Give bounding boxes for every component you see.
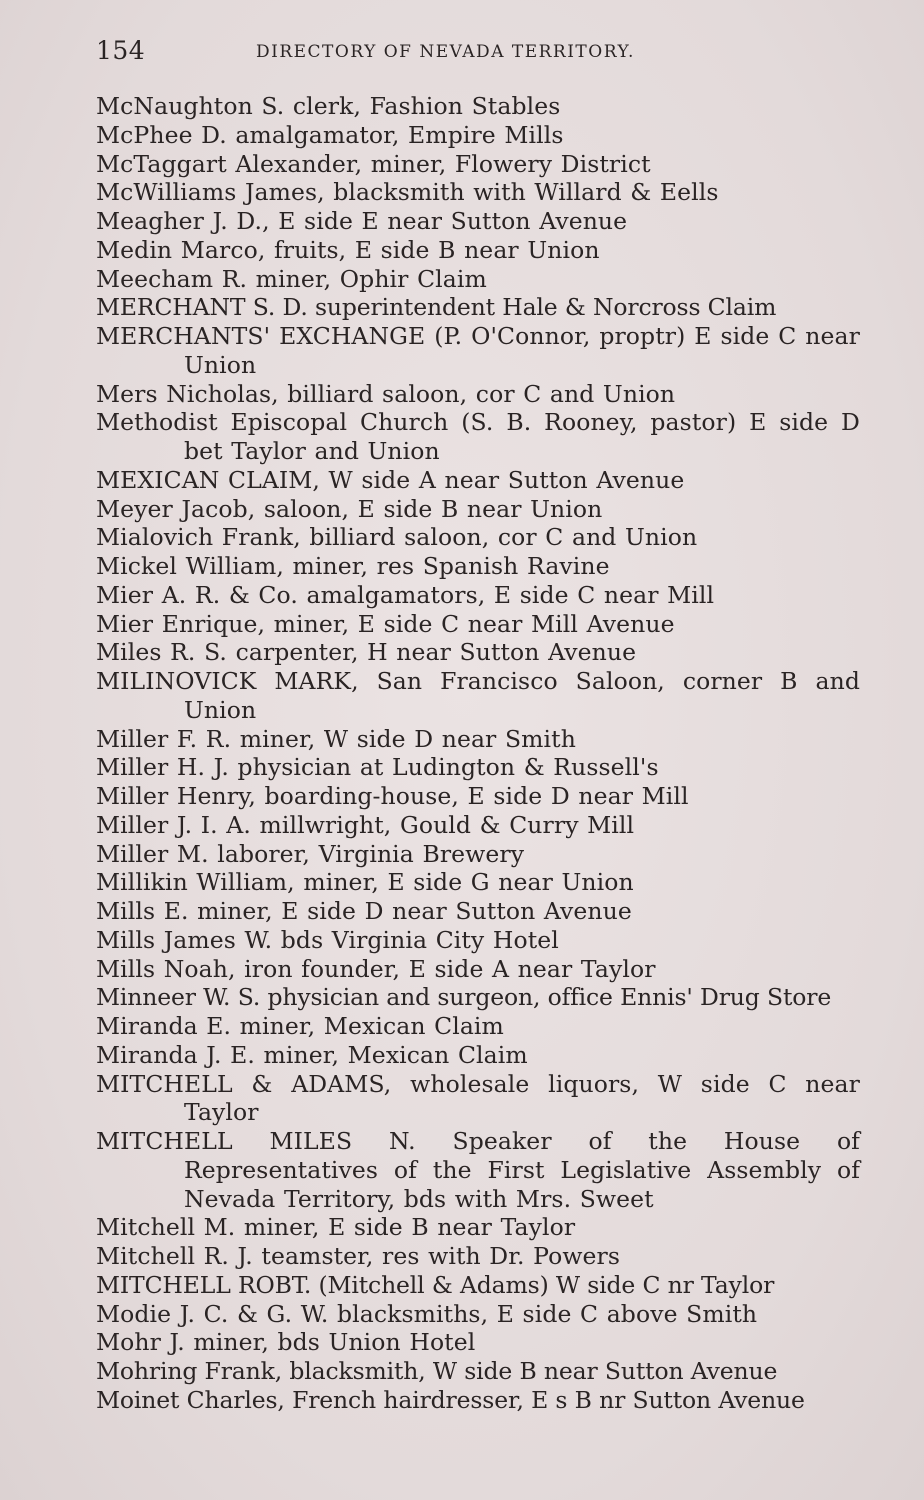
directory-entry: MERCHANT S. D. superintendent Hale & Norcross Claim xyxy=(96,293,777,322)
page-number: 154 xyxy=(96,36,146,65)
directory-entry: MITCHELL MILES N. Speaker of the House of Representatives of the First Legislative Assembly of Nevada Territory, bds with Mrs. Sweet xyxy=(96,1127,860,1213)
directory-entry: McPhee D. amalgamator, Empire Mills xyxy=(96,120,564,149)
directory-entry: Miller Henry, boarding-house, E side D near Mill xyxy=(96,782,689,810)
directory-entry: Millikin William, miner, E side G near Union xyxy=(96,868,634,897)
directory-entry: Mills E. miner, E side D near Sutton Avenue xyxy=(96,897,632,925)
directory-entry: Mers Nicholas, billiard saloon, cor C and Union xyxy=(96,379,676,408)
directory-entry: Miranda J. E. miner, Mexican Claim xyxy=(96,1040,528,1069)
directory-entry: Moinet Charles, French hairdresser, E s B nr Sutton Avenue xyxy=(96,1385,805,1414)
directory-entry: Miranda E. miner, Mexican Claim xyxy=(96,1012,504,1040)
directory-entry: McTaggart Alexander, miner, Flowery District xyxy=(96,149,651,178)
directory-entry: Meagher J. D., E side E near Sutton Avenue xyxy=(96,207,628,235)
directory-entry: Mickel William, miner, res Spanish Ravine xyxy=(96,552,610,580)
directory-entry: Mier A. R. & Co. amalgamators, E side C near Mill xyxy=(96,580,715,609)
directory-entry: MERCHANTS' EXCHANGE (P. O'Connor, proptr) E side C near Union xyxy=(96,322,860,379)
directory-entry: Methodist Episcopal Church (S. B. Rooney, pastor) E side D bet Taylor and Union xyxy=(96,408,860,465)
directory-entry: MITCHELL ROBT. (Mitchell & Adams) W side C nr Taylor xyxy=(96,1270,775,1299)
directory-entry: Mialovich Frank, billiard saloon, cor C and Union xyxy=(96,523,698,552)
directory-entry: MEXICAN CLAIM, W side A near Sutton Avenue xyxy=(96,465,685,494)
directory-entry: Miles R. S. carpenter, H near Sutton Avenue xyxy=(96,638,637,667)
directory-entry: McWilliams James, blacksmith with Willard & Eells xyxy=(96,178,719,207)
directory-entry: Miller M. laborer, Virginia Brewery xyxy=(96,839,525,868)
directory-entries xyxy=(96,92,860,1415)
directory-entry: Mohr J. miner, bds Union Hotel xyxy=(96,1328,476,1357)
directory-entry: Miller H. J. physician at Ludington & Russell's xyxy=(96,753,659,782)
directory-entry: Modie J. C. & G. W. blacksmiths, E side C above Smith xyxy=(96,1299,758,1328)
directory-entry: Mier Enrique, miner, E side C near Mill Avenue xyxy=(96,609,675,638)
directory-entry: Mills Noah, iron founder, E side A near Taylor xyxy=(96,954,656,983)
directory-entry: Mitchell R. J. teamster, res with Dr. Powers xyxy=(96,1242,621,1270)
directory-entry: MITCHELL & ADAMS, wholesale liquors, W side C near Taylor xyxy=(96,1069,860,1127)
directory-entry: Miller F. R. miner, W side D near Smith xyxy=(96,724,576,753)
directory-entry: Meyer Jacob, saloon, E side B near Union xyxy=(96,494,603,523)
directory-entry: Mitchell M. miner, E side B near Taylor xyxy=(96,1213,576,1242)
directory-entry: Mills James W. bds Virginia City Hotel xyxy=(96,925,559,954)
directory-entry: McNaughton S. clerk, Fashion Stables xyxy=(96,92,561,120)
directory-entry: Mohring Frank, blacksmith, W side B near Sutton Avenue xyxy=(96,1357,778,1385)
page-title: DIRECTORY OF NEVADA TERRITORY. xyxy=(256,42,635,62)
directory-entry: MILINOVICK MARK, San Francisco Saloon, corner B and Union xyxy=(96,667,860,724)
directory-entry: Meecham R. miner, Ophir Claim xyxy=(96,264,487,293)
directory-entry: Minneer W. S. physician and surgeon, office Ennis' Drug Store xyxy=(96,983,832,1012)
running-head xyxy=(96,36,856,70)
directory-entry: Medin Marco, fruits, E side B near Union xyxy=(96,235,600,264)
directory-entry: Miller J. I. A. millwright, Gould & Curry Mill xyxy=(96,810,635,839)
